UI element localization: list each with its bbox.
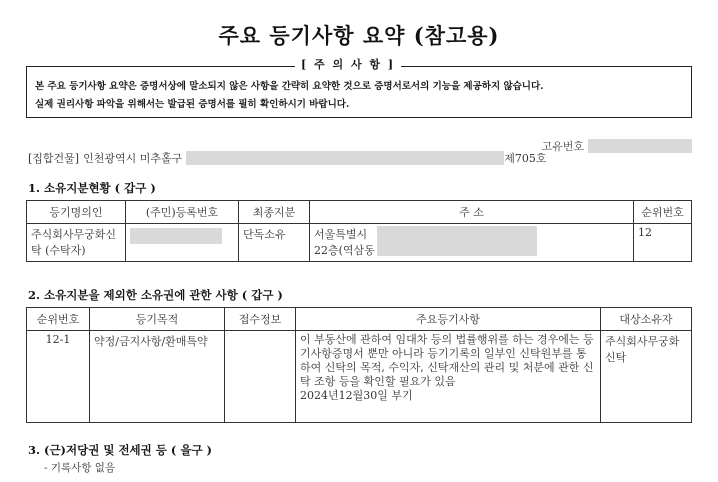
col-owner-name: 등기명의인 [27, 201, 126, 224]
ownership-details-table [26, 307, 692, 423]
owner-rank: 12 [634, 224, 692, 262]
notice-box [26, 58, 692, 118]
property-address: 인천광역시 미추홀구 [83, 152, 183, 165]
section3-heading: 3. (근)저당권 및 전세권 등 ( 을구 ) [28, 443, 212, 457]
detail-text: 이 부동산에 관하여 임대차 등의 법률행위를 하는 경우에는 등기사항증명서 뿐만 아니라 등기기록의 일부인 신탁원부를 통하여 신탁의 목적, 수익자, 신탁재산의 관리 및 처분에 관한 신탁 조항 등을 확인할 필요가 있음 2024년12월30일 부기 [296, 331, 601, 423]
col-address: 주 소 [310, 201, 634, 224]
redacted-owner-address [377, 226, 537, 256]
notice-line-2: 실제 권리사항 파악을 위해서는 발급된 증명서를 필히 확인하시기 바랍니다. [35, 99, 350, 110]
owner-address-text: 서울특별시 22층(역삼동 [314, 228, 375, 257]
section3-note: - 기록사항 없음 [44, 462, 116, 474]
redacted-unique-number [588, 139, 692, 153]
ownership-table [26, 200, 692, 262]
detail-purpose: 약정/금지사항/환매특약 [90, 331, 225, 423]
owner-reg-no [126, 224, 239, 262]
col-share: 최종지분 [239, 201, 310, 224]
notice-line-1: 본 주요 등기사항 요약은 증명서상에 말소되지 않은 사항을 간략히 요약한 것으로 증명서로서의 기능을 제공하지 않습니다. [35, 81, 544, 92]
col-details: 주요등기사항 [296, 308, 601, 331]
table-row [27, 224, 692, 262]
section1-heading: 1. 소유지분현황 ( 갑구 ) [28, 181, 156, 195]
detail-rank: 12-1 [27, 331, 90, 423]
redacted-address [186, 151, 504, 165]
owner-name: 주식회사무궁화신탁 (수탁자) [27, 224, 126, 262]
owner-share: 단독소유 [239, 224, 310, 262]
owner-address [310, 224, 634, 262]
ownership-table-header [27, 201, 692, 224]
property-address-row [28, 150, 546, 166]
col-owner: 대상소유자 [601, 308, 692, 331]
page-title: 주요 등기사항 요약 (참고용) [218, 23, 500, 48]
col-receipt: 접수정보 [225, 308, 296, 331]
property-unit: 제705호 [504, 152, 547, 165]
notice-heading: [ 주 의 사 항 ] [295, 56, 401, 72]
col-rank: 순위번호 [634, 201, 692, 224]
property-type: [집합건물] [28, 152, 80, 165]
col-rank: 순위번호 [27, 308, 90, 331]
details-table-header [27, 308, 692, 331]
redacted-reg-no [130, 228, 222, 244]
unique-number-row [541, 138, 692, 154]
detail-owner: 주식회사무궁화신탁 [601, 331, 692, 423]
col-purpose: 등기목적 [90, 308, 225, 331]
table-row [27, 331, 692, 423]
detail-receipt [225, 331, 296, 423]
section2-heading: 2. 소유지분을 제외한 소유권에 관한 사항 ( 갑구 ) [28, 288, 283, 302]
col-reg-no: (주민)등록번호 [126, 201, 239, 224]
unique-number-label: 고유번호 [541, 140, 584, 153]
